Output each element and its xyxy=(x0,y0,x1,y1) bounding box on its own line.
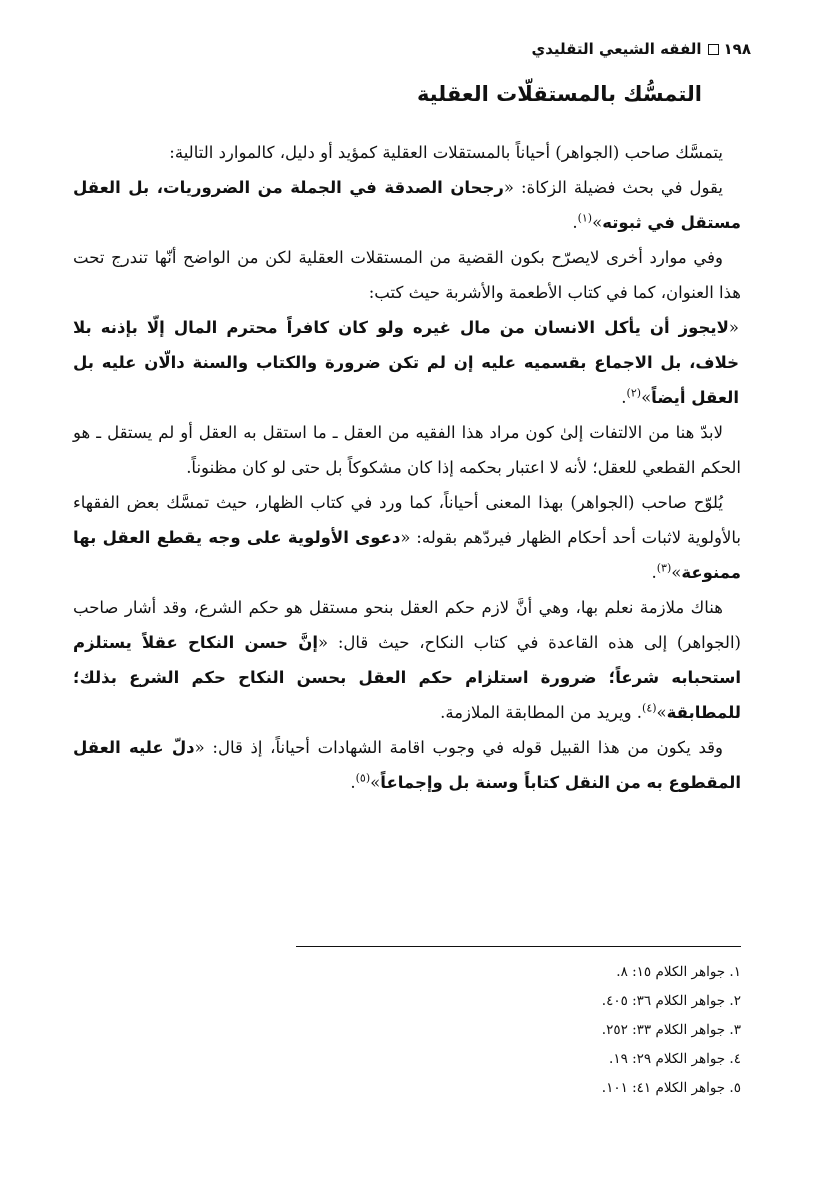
footnote-ref: (١) xyxy=(577,211,593,225)
footnotes xyxy=(241,958,741,1103)
footnote-divider xyxy=(296,946,741,947)
square-separator-icon xyxy=(708,44,719,55)
paragraph: لابدّ هنا من الالتفات إلىٰ كون مراد هذا الفقيه من العقل ـ ما استقل به العقل أو لم يستقل ـ هو الحكم القطعي للعقل؛ لأنه لا اعتبار بحكمه إذا كان مشكوكاً بل حتى لو كان مظنوناً. xyxy=(73,423,741,477)
paragraph: وقد يكون من هذا القبيل قوله في وجوب اقامة الشهادات أحياناً، إذ قال: «دلّ عليه العقل المقطوع به من النقل كتاباً وسنة بل وإجماعاً»$^{(٥)}$. xyxy=(73,738,741,792)
footnote-ref: (٥) xyxy=(355,771,371,785)
footnote-ref: (٢) xyxy=(626,386,642,400)
footnote-item: ٢. جواهر الكلام ٣٦: ٤٠٥. xyxy=(601,993,741,1009)
section-title: التمسُّك بالمستقلّات العقلية xyxy=(416,82,702,106)
footnote-item: ٤. جواهر الكلام ٢٩: ١٩. xyxy=(609,1051,741,1067)
paragraph: وفي موارد أخرى لايصرّح بكون القضية من المستقلات العقلية لكن من الواضح أنّها تندرج تحت هذا العنوان، كما في كتاب الأطعمة والأشربة حيث كتب: xyxy=(73,248,741,302)
paragraph: هناك ملازمة نعلم بها، وهي أنَّ لازم حكم العقل بنحو مستقل هو حكم الشرع، وقد أشار صاحب (الجواهر) إلى هذه القاعدة في كتاب النكاح، حيث قال: «إنَّ حسن النكاح عقلاً يستلزم استحبابه شرعاً؛ ضرورة استلزام حكم العقل بحسن النكاح حكم الشرع بذلك؛ للمطابقة»$^{(٤)}$. ويريد من المطابقة الملازمة. xyxy=(73,598,741,722)
quote-paragraph: «لايجوز أن يأكل الانسان من مال غيره ولو كان كافراً محترم المال إلّا بإذنه بلا خلاف، بل الاجماع بقسميه عليه إن لم تكن ضرورة والكتاب والسنة دالّان عليه بل العقل أيضاً»$^{(٢)}$. xyxy=(73,318,739,407)
running-head xyxy=(76,36,751,62)
footnote-ref: (٤) xyxy=(642,701,657,715)
paragraph: يتمسَّك صاحب (الجواهر) أحياناً بالمستقلات العقلية كمؤيد أو دليل، كالموارد التالية: xyxy=(169,143,723,162)
paragraph: يُلوّح صاحب (الجواهر) بهذا المعنى أحياناً، كما ورد في كتاب الظهار، حيث تمسَّك بعض الفقهاء بالأولوية لاثبات أحد أحكام الظهار فيردّهم بقوله: «دعوى الأولوية على وجه يقطع العقل بها ممنوعة»$^{(٣)}$. xyxy=(73,493,741,582)
book-title: الفقه الشيعي التقليدي xyxy=(531,40,702,58)
quotation: دعوى الأولوية على وجه يقطع العقل بها ممنوعة xyxy=(73,528,741,582)
footnote-item: ٣. جواهر الكلام ٣٣: ٢٥٢. xyxy=(601,1022,741,1038)
quotation: رجحان الصدقة في الجملة من الضروريات، بل العقل مستقل في ثبوته xyxy=(73,178,741,232)
footnote-item: ٥. جواهر الكلام ٤١: ١٠١. xyxy=(601,1080,741,1096)
paragraph: يقول في بحث فضيلة الزكاة: «رجحان الصدقة في الجملة من الضروريات، بل العقل مستقل في ثبوته»$^{(١)}$. xyxy=(73,178,741,232)
footnote-item: ١. جواهر الكلام ١٥: ٨. xyxy=(616,964,741,980)
page-number: ١٩٨ xyxy=(723,40,751,58)
quotation: لايجوز أن يأكل الانسان من مال غيره ولو كان كافراً محترم المال إلّا بإذنه بلا خلاف، بل الاجماع بقسميه عليه إن لم تكن ضرورة والكتاب والسنة دالّان عليه بل العقل أيضاً xyxy=(73,318,739,407)
body-text xyxy=(73,135,741,800)
footnote-ref: (٣) xyxy=(656,561,672,575)
quotation: إنَّ حسن النكاح عقلاً يستلزم استحبابه شرعاً؛ ضرورة استلزام حكم العقل بحسن النكاح حكم الشرع بذلك؛ للمطابقة xyxy=(73,633,741,722)
quotation: دلّ عليه العقل المقطوع به من النقل كتاباً وسنة بل وإجماعاً xyxy=(73,738,741,792)
